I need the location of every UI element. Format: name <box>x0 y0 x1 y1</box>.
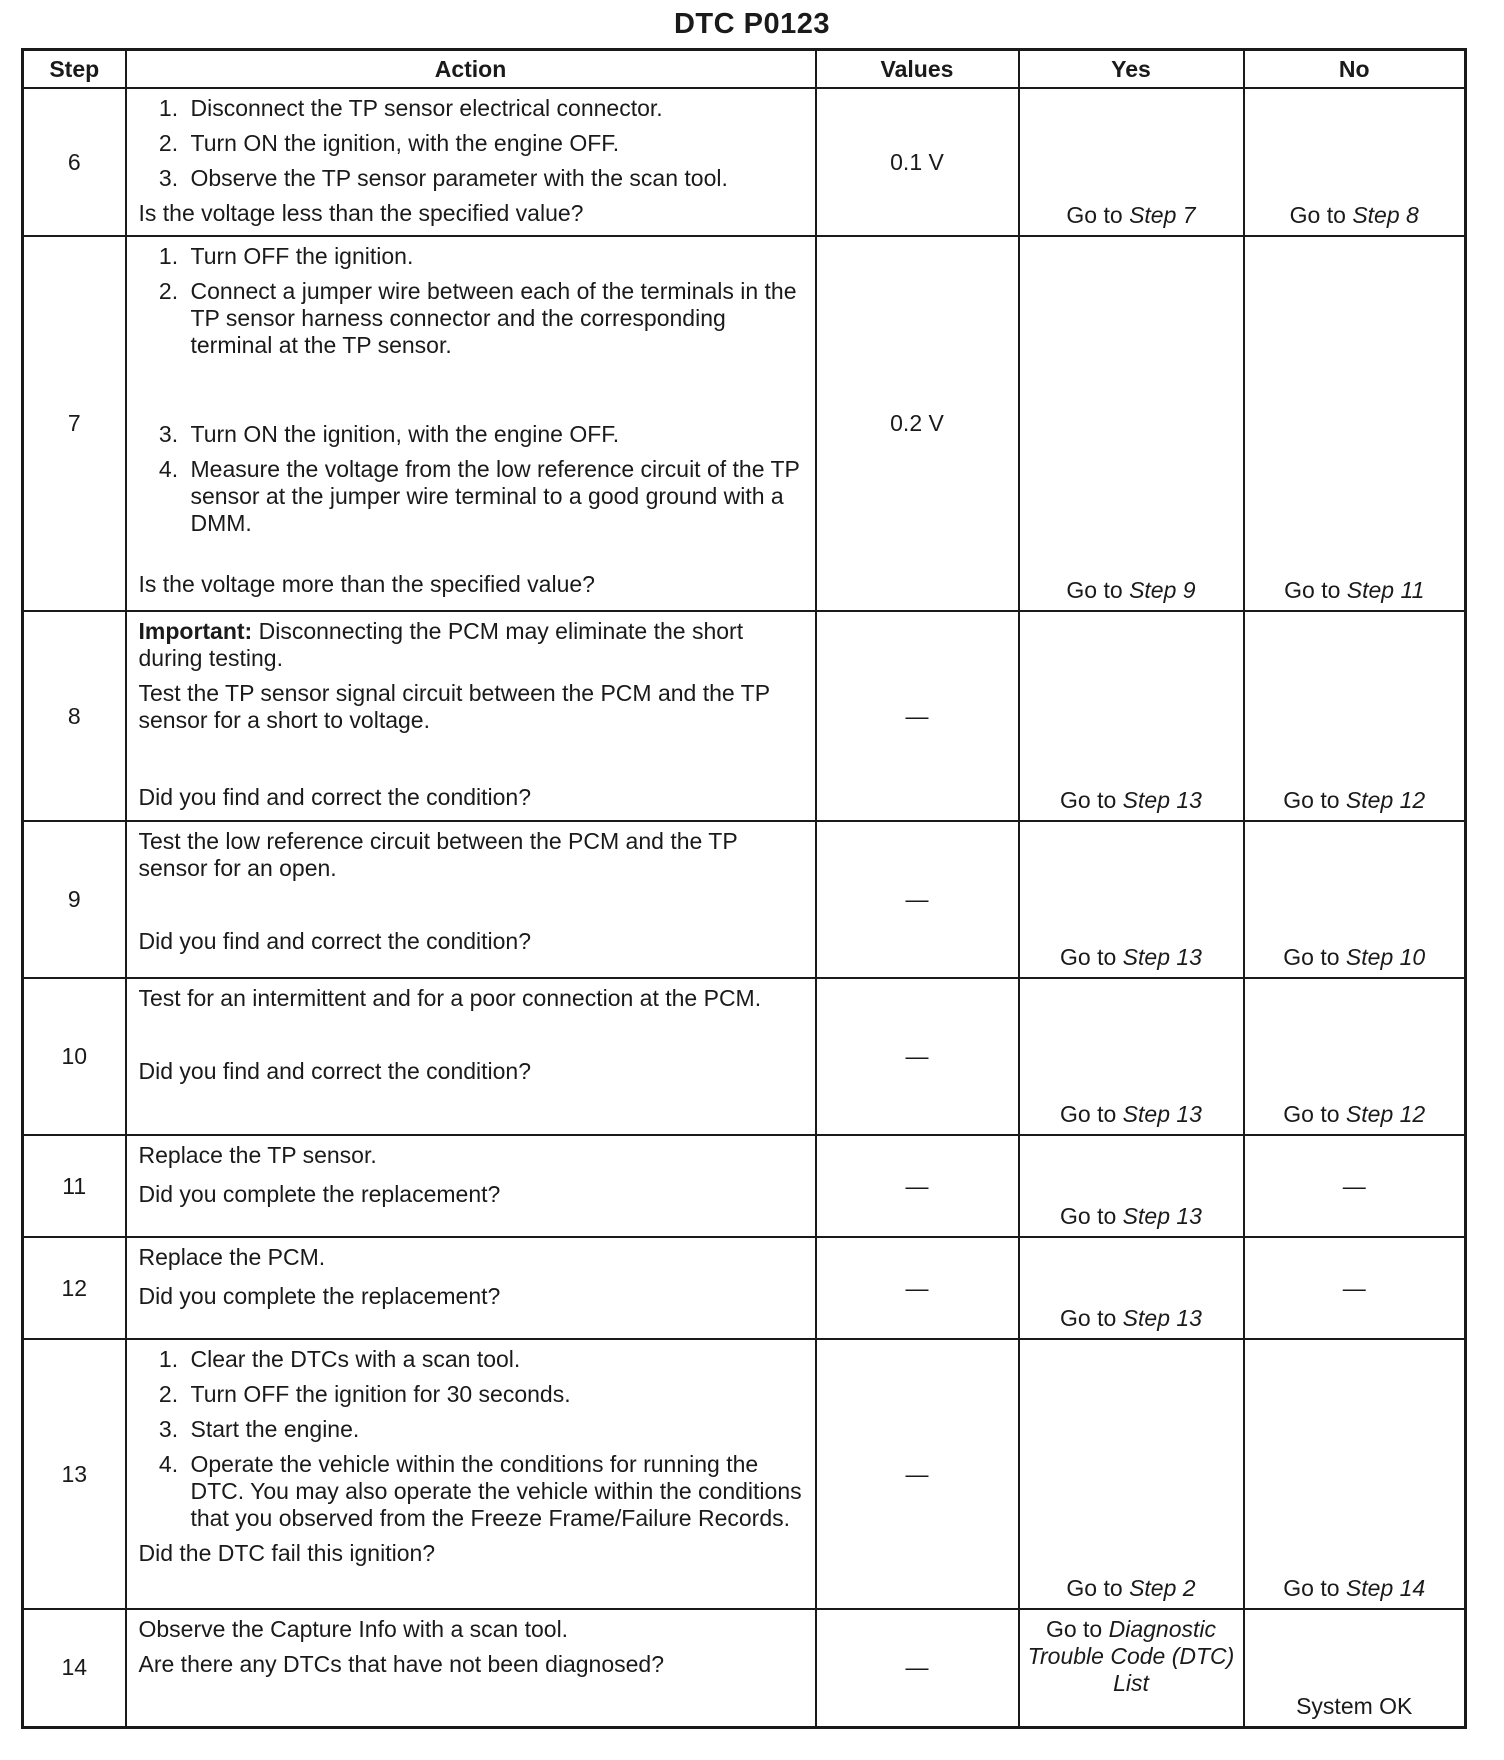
action-question: Are there any DTCs that have not been diagnosed? <box>138 1651 665 1677</box>
yes-cell <box>1019 611 1244 821</box>
yes-prefix: Go to <box>1060 1305 1117 1331</box>
value-cell: — <box>816 1135 1019 1237</box>
header-values: Values <box>816 50 1019 89</box>
step-number: 11 <box>23 1135 126 1237</box>
yes-step-ref: Step 9 <box>1129 577 1196 603</box>
header-step: Step <box>23 50 126 89</box>
yes-prefix: Go to <box>1060 787 1117 813</box>
no-cell: System OK <box>1244 1609 1466 1727</box>
action-cell <box>126 1237 816 1339</box>
no-step-ref: Step 12 <box>1345 787 1426 813</box>
table-row <box>23 611 1466 821</box>
step-number: 8 <box>23 611 126 821</box>
table-row <box>23 88 1466 236</box>
action-text: Test for an intermittent and for a poor connection at the PCM. <box>138 985 762 1011</box>
table-row <box>23 1237 1466 1339</box>
yes-cell <box>1019 978 1244 1135</box>
header-action: Action <box>126 50 816 89</box>
no-prefix: Go to <box>1283 944 1340 970</box>
no-prefix: Go to <box>1289 202 1346 228</box>
yes-step-ref: Step 7 <box>1129 202 1196 228</box>
action-item: 2. Turn OFF the ignition for 30 seconds. <box>185 1381 805 1408</box>
action-cell <box>126 88 816 236</box>
yes-cell <box>1019 1135 1244 1237</box>
yes-step-ref: Step 13 <box>1122 1203 1202 1229</box>
header-row <box>23 50 1466 89</box>
table-row <box>23 821 1466 978</box>
action-question: Is the voltage more than the specified value? <box>138 571 595 597</box>
action-question: Did you complete the replacement? <box>138 1181 501 1207</box>
step-number: 14 <box>23 1609 126 1727</box>
action-text: Test the TP sensor signal circuit between the PCM and the TP sensor for a short to voltage. <box>138 680 770 733</box>
yes-prefix: Go to <box>1060 944 1117 970</box>
step-number: 10 <box>23 978 126 1135</box>
yes-step-ref: Step 13 <box>1122 1305 1202 1331</box>
dtc-table <box>21 48 1467 1729</box>
no-prefix: Go to <box>1283 1575 1340 1601</box>
yes-step-ref: Step 13 <box>1122 944 1202 970</box>
page-title: DTC P0123 <box>673 8 830 40</box>
table-row <box>23 236 1466 611</box>
action-question: Did you complete the replacement? <box>138 1283 501 1309</box>
action-item: 1. Disconnect the TP sensor electrical connector. <box>185 95 805 122</box>
action-item: 3. Observe the TP sensor parameter with the scan tool. <box>185 165 805 192</box>
yes-prefix: Go to <box>1066 1575 1123 1601</box>
value-cell: — <box>816 1237 1019 1339</box>
important-text: Disconnecting the PCM may eliminate the short during testing. <box>138 618 744 671</box>
no-cell <box>1244 611 1466 821</box>
action-item: 4. Operate the vehicle within the conditions for running the DTC. You may also operate the vehicle within the conditions that you observed from the Freeze Frame/Failure Records. <box>185 1451 805 1532</box>
value-cell: — <box>816 821 1019 978</box>
value-cell: 0.2 V <box>816 236 1019 611</box>
action-item: 1. Clear the DTCs with a scan tool. <box>185 1346 805 1373</box>
yes-prefix: Go to <box>1060 1101 1117 1127</box>
value-cell: — <box>816 978 1019 1135</box>
step-number: 6 <box>23 88 126 236</box>
step-number: 13 <box>23 1339 126 1609</box>
no-cell <box>1244 978 1466 1135</box>
value-cell: 0.1 V <box>816 88 1019 236</box>
action-item: 2. Turn ON the ignition, with the engine OFF. <box>185 130 805 157</box>
action-question: Did you find and correct the condition? <box>138 784 532 810</box>
no-step-ref: Step 12 <box>1345 1101 1426 1127</box>
no-cell <box>1244 236 1466 611</box>
action-item: 4. Measure the voltage from the low reference circuit of the TP sensor at the jumper wire terminal to a good ground with a DMM. <box>185 456 805 537</box>
action-cell <box>126 1339 816 1609</box>
action-cell <box>126 236 816 611</box>
action-question: Did you find and correct the condition? <box>138 1058 532 1084</box>
action-item: 3. Turn ON the ignition, with the engine OFF. <box>185 421 805 448</box>
no-step-ref: Step 10 <box>1345 944 1426 970</box>
action-cell <box>126 978 816 1135</box>
yes-prefix: Go to <box>1045 1616 1103 1642</box>
no-step-ref: Step 11 <box>1346 577 1425 603</box>
value-cell: — <box>816 611 1019 821</box>
no-cell: — <box>1244 1237 1466 1339</box>
action-question: Did you find and correct the condition? <box>138 928 532 954</box>
step-number: 9 <box>23 821 126 978</box>
action-question: Did the DTC fail this ignition? <box>138 1540 436 1566</box>
no-step-ref: Step 8 <box>1352 202 1419 228</box>
value-cell: — <box>816 1609 1019 1727</box>
action-cell <box>126 1135 816 1237</box>
yes-step-ref: Step 13 <box>1122 787 1202 813</box>
action-text: Replace the TP sensor. <box>138 1142 377 1168</box>
action-cell <box>126 1609 816 1727</box>
yes-prefix: Go to <box>1066 577 1123 603</box>
action-question: Is the voltage less than the specified value? <box>138 200 584 226</box>
no-step-ref: Step 14 <box>1345 1575 1426 1601</box>
yes-step-ref: Step 2 <box>1129 1575 1196 1601</box>
action-text: Test the low reference circuit between the PCM and the TP sensor for an open. <box>138 828 738 881</box>
action-item: 2. Connect a jumper wire between each of the terminals in the TP sensor harness connector and the corresponding terminal at the TP sensor. <box>185 278 805 359</box>
table-row <box>23 1135 1466 1237</box>
no-cell <box>1244 88 1466 236</box>
header-no: No <box>1244 50 1466 89</box>
no-cell: — <box>1244 1135 1466 1237</box>
action-text: Observe the Capture Info with a scan tool. <box>138 1616 569 1642</box>
header-yes: Yes <box>1019 50 1244 89</box>
yes-cell <box>1019 1609 1244 1727</box>
table-row <box>23 1609 1466 1727</box>
step-number: 12 <box>23 1237 126 1339</box>
yes-cell <box>1019 1339 1244 1609</box>
no-prefix: Go to <box>1283 1101 1340 1127</box>
action-cell <box>126 611 816 821</box>
yes-cell <box>1019 236 1244 611</box>
no-prefix: Go to <box>1283 787 1340 813</box>
no-prefix: Go to <box>1284 577 1341 603</box>
yes-dtc-list-ref: Diagnostic Trouble Code (DTC) List <box>1027 1616 1235 1696</box>
table-row <box>23 978 1466 1135</box>
yes-prefix: Go to <box>1060 1203 1117 1229</box>
table-row <box>23 1339 1466 1609</box>
yes-step-ref: Step 13 <box>1122 1101 1202 1127</box>
yes-prefix: Go to <box>1066 202 1123 228</box>
no-cell <box>1244 1339 1466 1609</box>
important-note <box>139 618 805 672</box>
yes-cell <box>1019 1237 1244 1339</box>
step-number: 7 <box>23 236 126 611</box>
yes-cell <box>1019 821 1244 978</box>
action-item: 1. Turn OFF the ignition. <box>185 243 805 270</box>
no-cell <box>1244 821 1466 978</box>
action-text: Replace the PCM. <box>138 1244 326 1270</box>
value-cell: — <box>816 1339 1019 1609</box>
action-cell <box>126 821 816 978</box>
yes-cell <box>1019 88 1244 236</box>
action-item: 3. Start the engine. <box>185 1416 805 1443</box>
important-label: Important: <box>138 618 253 644</box>
